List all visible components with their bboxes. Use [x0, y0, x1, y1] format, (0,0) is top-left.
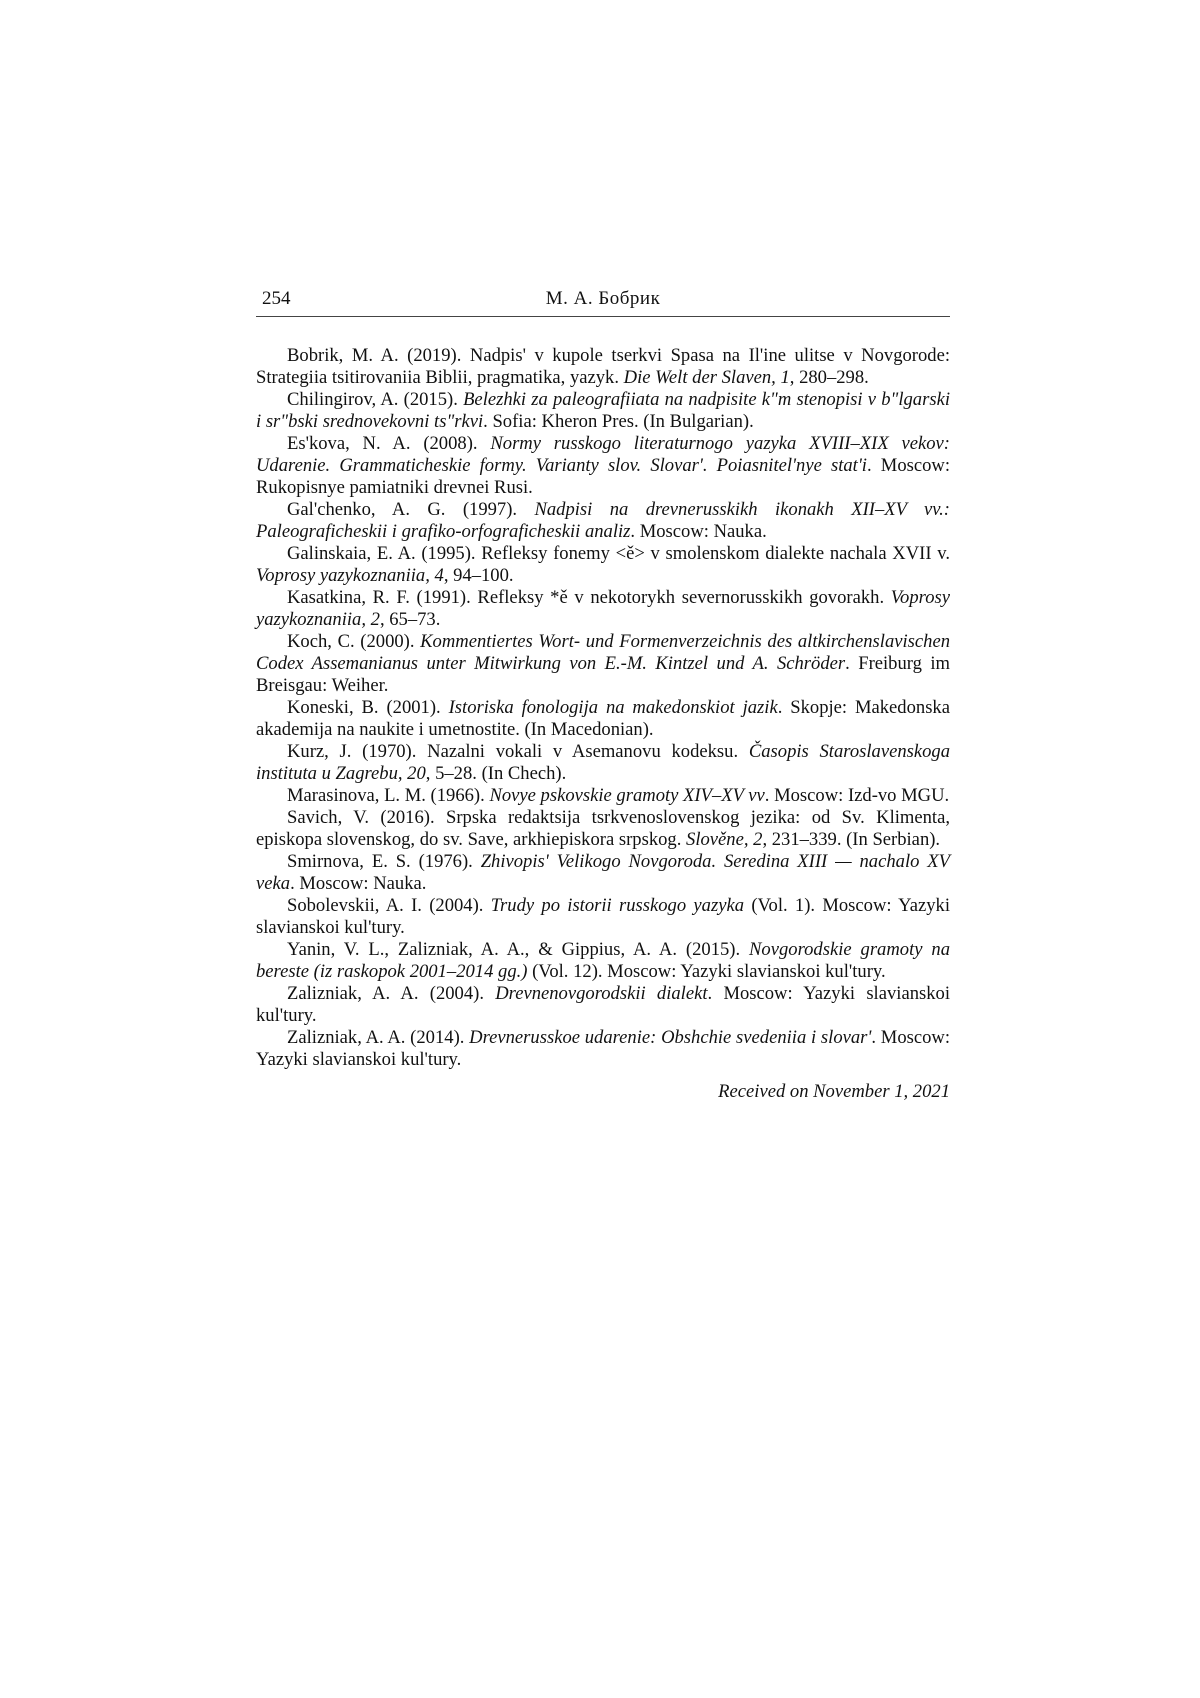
running-title: М. А. Бобрик: [545, 288, 661, 309]
reference-item: Bobrik, M. A. (2019). Nadpis' v kupole tserkvi Spasa na Il'ine ulitse v Novgorode: Strategiia tsitirovaniia Biblii, pragmatika, yazyk. Die Welt der Slaven, 1, 280–298.: [256, 345, 950, 388]
page: [256, 286, 950, 1103]
reference-item: Es'kova, N. A. (2008). Normy russkogo literaturnogo yazyka XVIII–XIX vekov: Udarenie. Grammaticheskie formy. Varianty slov. Slovar'. Poiasnitel'nye stat'i. Moscow: Rukopisnye pamiatniki drevnei Rusi.: [256, 433, 950, 498]
running-header: [256, 286, 950, 317]
reference-item: Koneski, B. (2001). Istoriska fonologija na makedonskiot jazik. Skopje: Makedonska akademija na naukite i umetnostite. (In Macedonian).: [256, 697, 950, 740]
reference-item: Zalizniak, A. A. (2014). Drevnerusskoe udarenie: Obshchie svedeniia i slovar'. Moscow: Yazyki slavianskoi kul'tury.: [256, 1027, 950, 1070]
reference-item: Yanin, V. L., Zalizniak, A. A., & Gippius, A. A. (2015). Novgorodskie gramoty na bereste (iz raskopok 2001–2014 gg.) (Vol. 12). Moscow: Yazyki slavianskoi kul'tury.: [256, 939, 950, 982]
reference-item: Chilingirov, A. (2015). Belezhki za paleografiiata na nadpisite k"m stenopisi v b"lgarski i sr"bski srednovekovni ts"rkvi. Sofia: Kheron Pres. (In Bulgarian).: [256, 389, 950, 432]
page-number: 254: [262, 288, 291, 309]
reference-item: Smirnova, E. S. (1976). Zhivopis' Velikogo Novgoroda. Seredina XIII — nachalo XV veka. Moscow: Nauka.: [256, 851, 951, 894]
reference-item: Zalizniak, A. A. (2004). Drevnenovgorodskii dialekt. Moscow: Yazyki slavianskoi kul'tury.: [256, 983, 950, 1026]
reference-item: Kasatkina, R. F. (1991). Refleksy *ě v nekotorykh severnorusskikh govorakh. Voprosy yazykoznaniia, 2, 65–73.: [256, 587, 950, 630]
reference-item: Kurz, J. (1970). Nazalni vokali v Asemanovu kodeksu. Časopis Staroslavenskoga instituta u Zagrebu, 20, 5–28. (In Chech).: [256, 741, 950, 784]
reference-item: Sobolevskii, A. I. (2004). Trudy po istorii russkogo yazyka (Vol. 1). Moscow: Yazyki slavianskoi kul'tury.: [256, 895, 950, 938]
reference-item: Gal'chenko, A. G. (1997). Nadpisi na drevnerusskikh ikonakh XII–XV vv.: Paleograficheskii i grafiko-orfograficheskii analiz. Moscow: Nauka.: [256, 499, 951, 542]
received-date-note: Received on November 1, 2021: [718, 1081, 950, 1102]
reference-item: Galinskaia, E. A. (1995). Refleksy fonemy <ě> v smolenskom dialekte nachala XVII v. Voprosy yazykoznaniia, 4, 94–100.: [256, 543, 950, 586]
reference-item: Marasinova, L. M. (1966). Novye pskovskie gramoty XIV–XV vv. Moscow: Izd-vo MGU.: [287, 785, 950, 806]
reference-item: Savich, V. (2016). Srpska redaktsija tsrkvenoslovenskog jezika: od Sv. Klimenta, episkopa slovenskog, do sv. Save, arkhiepiskora srpskog. Slověne, 2, 231–339. (In Serbian).: [256, 807, 950, 850]
reference-item: Koch, C. (2000). Kommentiertes Wort- und Formenverzeichnis des altkirchenslavischen Codex Assemanianus unter Mitwirkung von E.-M. Kintzel und A. Schröder. Freiburg im Breisgau: Weiher.: [256, 631, 951, 696]
reference-list: [256, 345, 950, 1071]
